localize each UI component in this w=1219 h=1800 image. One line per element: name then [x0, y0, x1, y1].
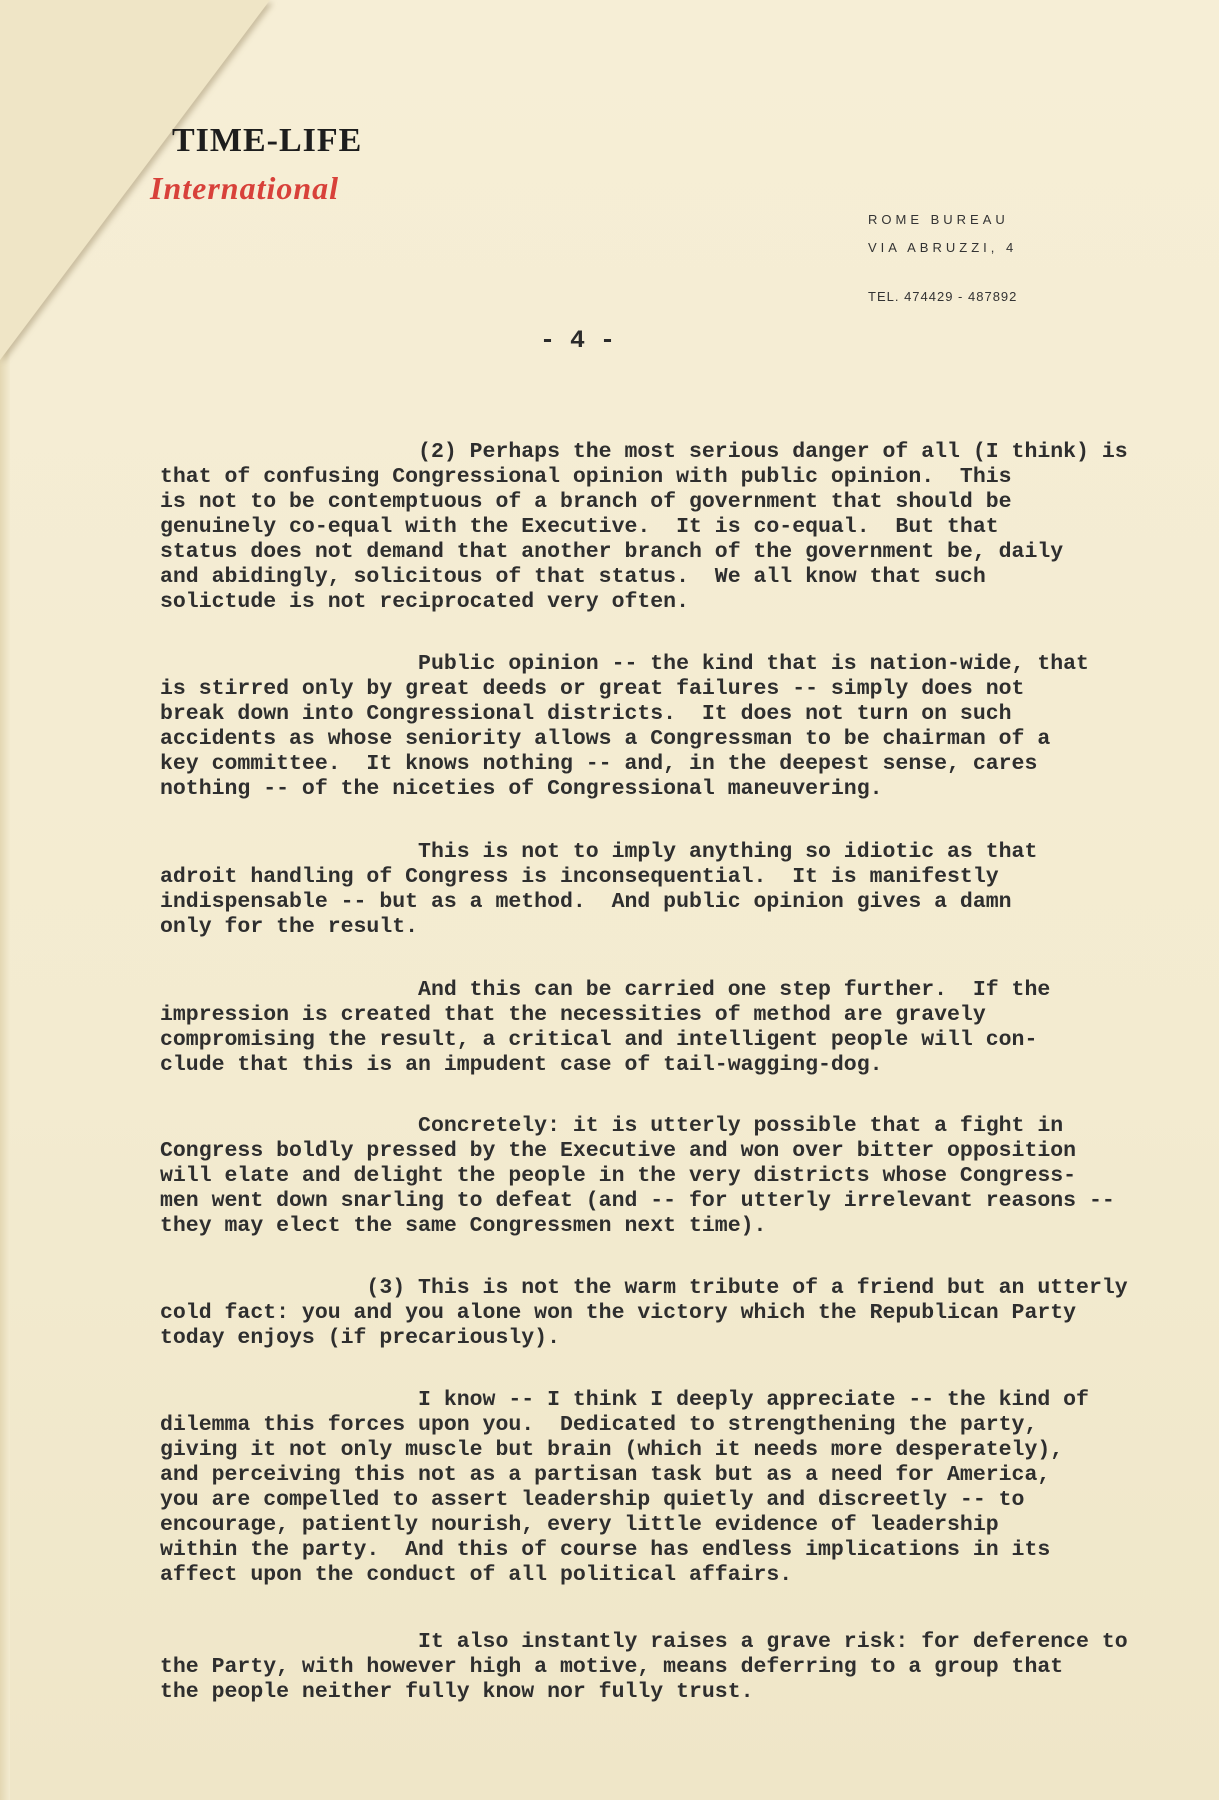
- text-line: and perceiving this not as a partisan task but as a need for America,: [160, 1463, 1051, 1487]
- text-line: I know -- I think I deeply appreciate -- the kind of: [160, 1388, 1089, 1412]
- text-line: the Party, with however high a motive, means deferring to a group that: [160, 1655, 1064, 1679]
- paragraph-2: [160, 652, 1160, 802]
- text-line: today enjoys (if precariously).: [160, 1326, 560, 1350]
- text-line: (3) This is not the warm tribute of a friend but an utterly: [160, 1276, 1128, 1300]
- text-line: and abidingly, solicitous of that status. We all know that such: [160, 565, 986, 589]
- text-line: genuinely co-equal with the Executive. It is co-equal. But that: [160, 515, 999, 539]
- text-line: Public opinion -- the kind that is nation-wide, that: [160, 652, 1089, 676]
- letterhead-logo-subtitle: International: [150, 170, 340, 206]
- text-line: within the party. And this of course has endless implications in its: [160, 1538, 1051, 1562]
- bureau-address: VIA ABRUZZI, 4: [868, 240, 1018, 255]
- text-line: they may elect the same Congressmen next time).: [160, 1214, 767, 1238]
- text-line: dilemma this forces upon you. Dedicated to strengthening the party,: [160, 1413, 1038, 1437]
- text-line: only for the result.: [160, 915, 419, 939]
- text-line: adroit handling of Congress is inconsequential. It is manifestly: [160, 865, 999, 889]
- text-line: (2) Perhaps the most serious danger of all (I think) is: [160, 440, 1128, 464]
- paragraph-7: [160, 1388, 1160, 1588]
- text-line: And this can be carried one step further. If the: [160, 978, 1051, 1002]
- text-line: that of confusing Congressional opinion with public opinion. This: [160, 465, 1012, 489]
- page-number: - 4 -: [540, 326, 616, 355]
- text-line: giving it not only muscle but brain (which it needs more desperately),: [160, 1438, 1064, 1462]
- text-line: you are compelled to assert leadership quietly and discreetly -- to: [160, 1488, 1025, 1512]
- paragraph-6: [160, 1276, 1160, 1351]
- text-line: encourage, patiently nourish, every little evidence of leadership: [160, 1513, 999, 1537]
- text-line: status does not demand that another branch of the government be, daily: [160, 540, 1064, 564]
- text-line: cold fact: you and you alone won the victory which the Republican Party: [160, 1301, 1077, 1325]
- text-line: compromising the result, a critical and intelligent people will con-: [160, 1028, 1038, 1052]
- paragraph-3: [160, 840, 1160, 940]
- text-line: Congress boldly pressed by the Executive and won over bitter opposition: [160, 1139, 1077, 1163]
- paragraph-4: [160, 978, 1160, 1078]
- paragraph-5: [160, 1114, 1160, 1239]
- text-line: affect upon the conduct of all political affairs.: [160, 1563, 793, 1587]
- text-line: is not to be contemptuous of a branch of government that should be: [160, 490, 1012, 514]
- text-line: is stirred only by great deeds or great failures -- simply does not: [160, 677, 1025, 701]
- text-line: indispensable -- but as a method. And public opinion gives a damn: [160, 890, 1012, 914]
- text-line: men went down snarling to defeat (and -- for utterly irrelevant reasons --: [160, 1189, 1115, 1213]
- bureau-name: ROME BUREAU: [868, 212, 1009, 227]
- text-line: accidents as whose seniority allows a Congressman to be chairman of a: [160, 727, 1051, 751]
- bureau-phone: TEL. 474429 - 487892: [868, 289, 1018, 304]
- paragraph-1: [160, 440, 1160, 615]
- text-line: This is not to imply anything so idiotic as that: [160, 840, 1038, 864]
- text-line: break down into Congressional districts. It does not turn on such: [160, 702, 1012, 726]
- text-line: It also instantly raises a grave risk: for deference to: [160, 1630, 1128, 1654]
- paragraph-8: [160, 1630, 1160, 1705]
- text-line: impression is created that the necessities of method are gravely: [160, 1003, 986, 1027]
- text-line: nothing -- of the niceties of Congressional maneuvering.: [160, 777, 883, 801]
- text-line: the people neither fully know nor fully trust.: [160, 1680, 754, 1704]
- letterhead-logo: TIME-LIFE: [172, 122, 363, 159]
- text-line: solictude is not reciprocated very often.: [160, 590, 689, 614]
- text-line: clude that this is an impudent case of tail-wagging-dog.: [160, 1053, 883, 1077]
- text-line: will elate and delight the people in the very districts whose Congress-: [160, 1164, 1077, 1188]
- text-line: key committee. It knows nothing -- and, in the deepest sense, cares: [160, 752, 1038, 776]
- text-line: Concretely: it is utterly possible that a fight in: [160, 1114, 1064, 1138]
